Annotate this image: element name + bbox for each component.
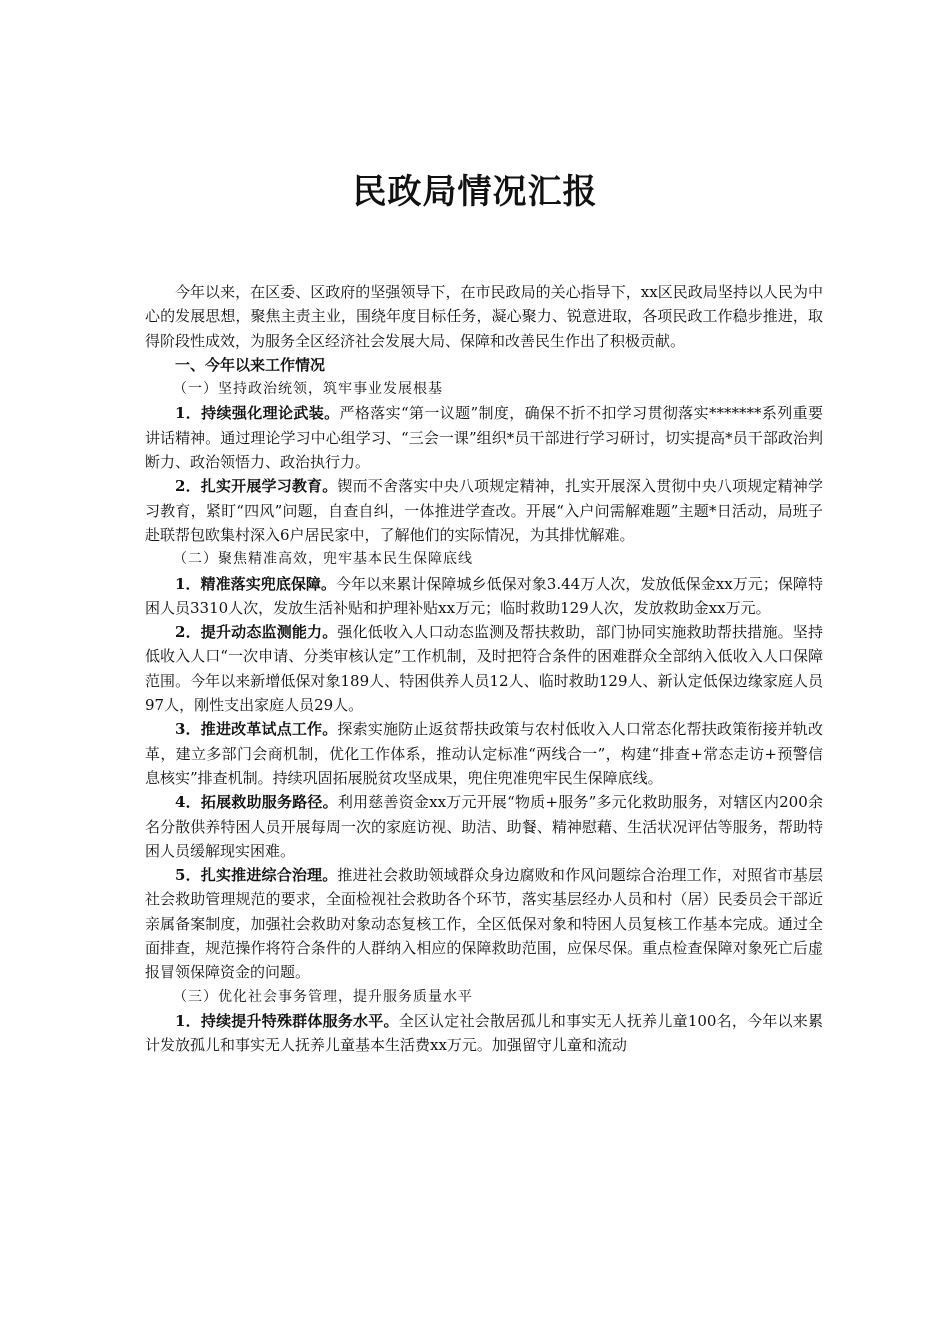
list-item	[145, 572, 823, 621]
item-lead: 2．扎实开展学习教育。	[175, 477, 338, 496]
section-heading: 一、今年以来工作情况	[175, 355, 326, 374]
item-text: 锲而不舍落实中央八项规定精神，扎实开展深入贯彻中央八项规定精神学习教育，紧盯“四风”问题，自查自纠，一体推进学查改。开展“入户问需解难题”主题*日活动，局班子赴联帮包欧集村深入6户居民家中，了解他们的实际情况，为其排忧解难。	[145, 477, 823, 544]
item-text: 全区认定社会散居孤儿和事实无人抚养儿童100名，今年以来累计发放孤儿和事实无人抚养儿童基本生活费xx万元。加强留守儿童和流动	[145, 1011, 823, 1055]
list-item	[145, 717, 823, 790]
document-body	[145, 280, 823, 1058]
item-lead: 1．持续强化理论武装。	[175, 404, 340, 423]
document-title: 民政局情况汇报	[352, 172, 598, 212]
intro-paragraph: 今年以来，在区委、区政府的坚强领导下，在市民政局的关心指导下，xx区民政局坚持以人民为中心的发展思想，聚焦主责主业，围绕年度目标任务，凝心聚力、锐意进取，各项民政工作稳步推进，取得阶段性成效，为服务全区经济社会发展大局、保障和改善民生作出了积极贡献。	[145, 283, 823, 350]
item-text: 今年以来累计保障城乡低保对象3.44万人次，发放低保金xx万元；保障特困人员3310人次，发放生活补贴和护理补贴xx万元；临时救助129人次，发放救助金xx万元。	[145, 574, 823, 617]
item-text: 探索实施防止返贫帮扶政策与农村低收入人口常态化帮扶政策衔接并轨改革，建立多部门会商机制，优化工作体系，推动认定标准“两线合一”，构建“排查+常态走访+预警信息核实”排查机制。持续巩固拓展脱贫攻坚成果，兜住兜准兜牢民生保障底线。	[145, 720, 823, 787]
item-text: 严格落实“第一议题”制度，确保不折不扣学习贯彻落实*******系列重要讲话精神。通过理论学习中心组学习、“三会一课”组织*员干部进行学习研讨，切实提高*员干部政治判断力、政治领悟力、政治执行力。	[145, 404, 823, 472]
list-item	[145, 1009, 823, 1058]
item-lead: 3．推进改革试点工作。	[175, 720, 338, 739]
item-lead: 5．扎实推进综合治理。	[175, 866, 338, 885]
item-text: 强化低收入人口动态监测及帮扶救助，部门协同实施救助帮扶措施。坚持低收入人口“一次申请、分类审核认定”工作机制，及时把符合条件的困难群众全部纳入低收入人口保障范围。今年以来新增低保对象189人、特困供养人员12人、临时救助129人、新认定低保边缘家庭人员97人，刚性支出家庭人员29人。	[145, 623, 823, 715]
list-item	[145, 863, 823, 984]
subsection-heading: （三）优化社会事务管理，提升服务质量水平	[173, 988, 473, 1005]
list-item	[145, 790, 823, 863]
list-item	[145, 474, 823, 547]
item-lead: 2．提升动态监测能力。	[175, 623, 338, 642]
subsection-heading: （一）坚持政治统领，筑牢事业发展根基	[173, 381, 443, 398]
subsection-heading: （二）聚焦精准高效，兜牢基本民生保障底线	[173, 551, 473, 568]
list-item	[145, 620, 823, 717]
item-text: 利用慈善资金xx万元开展“物质+服务”多元化救助服务，对辖区内200余名分散供养特困人员开展每周一次的家庭访视、助洁、助餐、精神慰藉、生活状况评估等服务，帮助特困人员缓解现实困难。	[145, 793, 823, 860]
item-lead: 4．拓展救助服务路径。	[175, 793, 338, 812]
item-lead: 1．精准落实兜底保障。	[175, 574, 337, 593]
item-lead: 1．持续提升特殊群体服务水平。	[175, 1011, 399, 1030]
item-text: 推进社会救助领域群众身边腐败和作风问题综合治理工作，对照省市基层社会救助管理规范的要求，全面检视社会救助各个环节，落实基层经办人员和村（居）民委员会干部近亲属备案制度，加强社会救助对象动态复核工作，全区低保对象和特困人员复核工作基本完成。通过全面排查，规范操作将符合条件的人群纳入相应的保障救助范围，应保尽保。重点检查保障对象死亡后虚报冒领保障资金的问题。	[145, 866, 823, 982]
list-item	[145, 401, 823, 474]
